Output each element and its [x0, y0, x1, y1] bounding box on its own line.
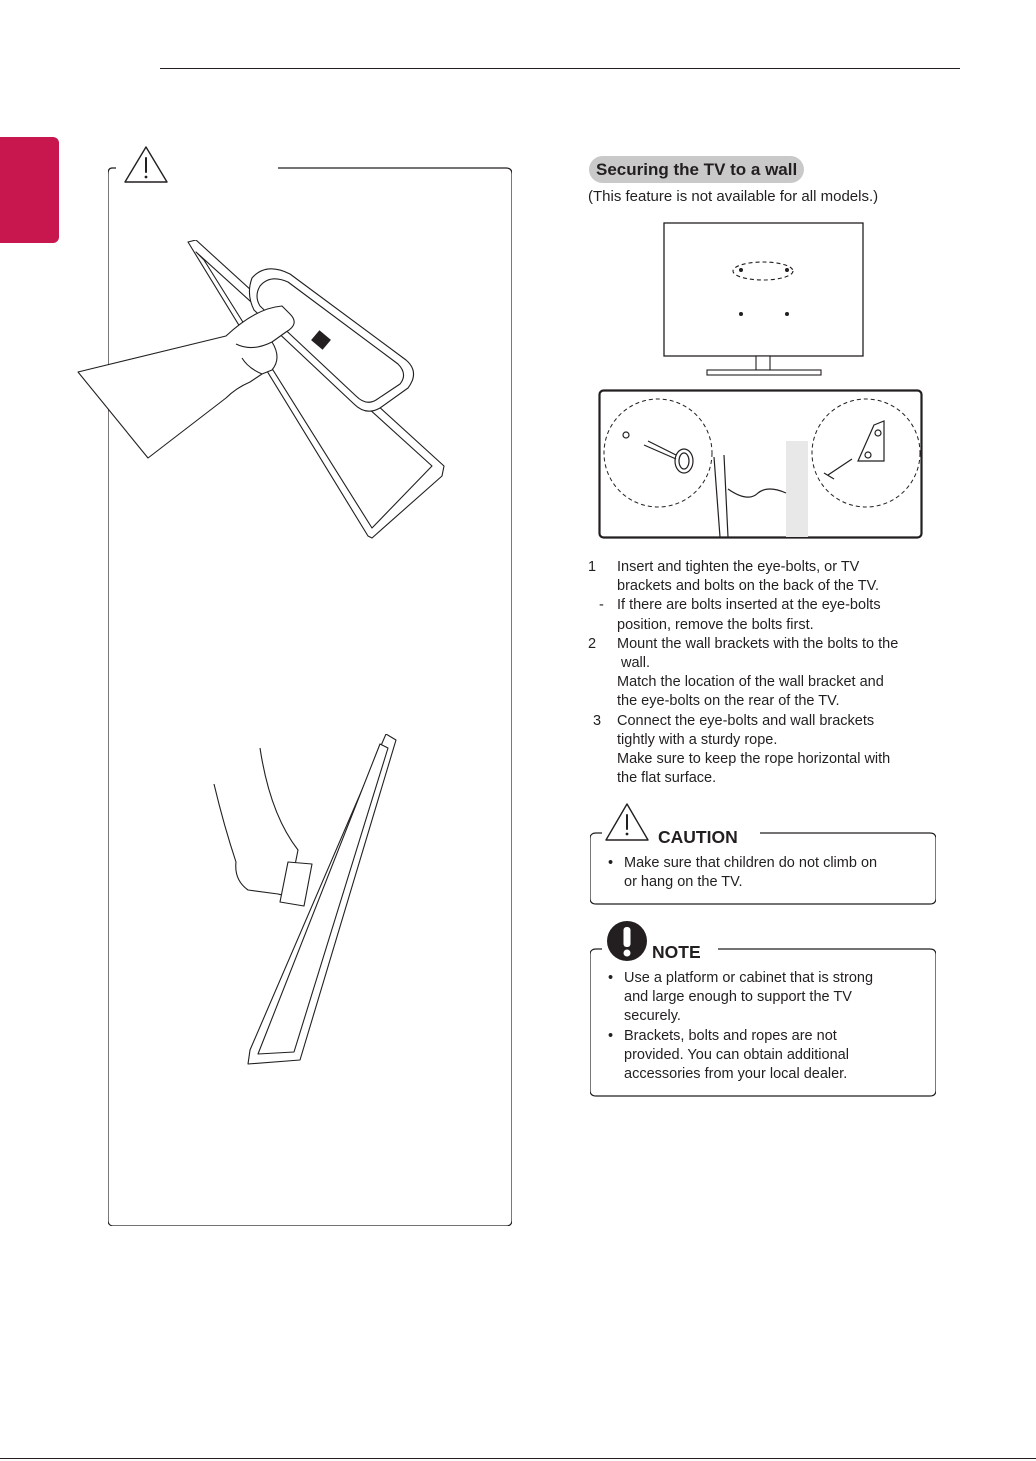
availability-note: (This feature is not available for all models.)	[588, 188, 879, 205]
installation-steps	[588, 558, 938, 788]
tv-rear-diagram	[663, 222, 865, 376]
warning-triangle-icon	[122, 144, 170, 184]
note-item	[608, 1027, 928, 1085]
warning-triangle-icon	[604, 802, 650, 842]
header-rule	[160, 68, 960, 69]
step-line: Make sure to keep the rope horizontal with	[617, 751, 891, 768]
step-line: Match the location of the wall bracket and	[617, 674, 884, 691]
step-line: brackets and bolts on the back of the TV.	[617, 578, 879, 595]
note-item	[608, 969, 928, 1027]
step-3	[588, 712, 938, 789]
step-2	[588, 635, 938, 712]
caution-list	[608, 854, 928, 892]
step-line: If there are bolts inserted at the eye-bolts	[617, 597, 881, 614]
note-line: and large enough to support the TV	[624, 989, 852, 1006]
step-line: Connect the eye-bolts and wall brackets	[617, 712, 875, 729]
caution-line: or hang on the TV.	[624, 874, 743, 891]
hand-holding-stand-illustration	[76, 240, 476, 540]
step-1	[588, 558, 938, 596]
footer-rule	[0, 1458, 1036, 1459]
note-line: accessories from your local dealer.	[624, 1066, 848, 1083]
step-line: Mount the wall brackets with the bolts to the	[617, 635, 899, 652]
note-list	[608, 969, 928, 1084]
step-1-sub	[588, 596, 938, 634]
caution-box	[590, 800, 936, 906]
step-line: wall.	[621, 655, 651, 672]
note-line: securely.	[624, 1008, 681, 1025]
caution-line: • Make sure that children do not climb on	[624, 855, 878, 871]
step-number: 2	[588, 635, 597, 652]
note-line: • Use a platform or cabinet that is strong	[624, 970, 874, 986]
step-line: position, remove the bolts first.	[617, 616, 814, 633]
section-heading: Securing the TV to a wall	[589, 156, 804, 183]
step-line: Insert and tighten the eye-bolts, or TV	[617, 559, 860, 575]
note-line: provided. You can obtain additional	[624, 1046, 849, 1063]
caution-item	[608, 854, 928, 892]
step-line: tightly with a sturdy rope.	[617, 731, 778, 748]
language-tab	[0, 137, 59, 243]
hand-holding-monitor-illustration	[208, 734, 408, 1066]
step-number: -	[599, 597, 604, 614]
exclamation-circle-icon	[606, 920, 648, 962]
step-number: 1	[588, 559, 597, 575]
step-line: the flat surface.	[617, 770, 717, 787]
caution-title: CAUTION	[658, 827, 738, 847]
step-number: 3	[593, 712, 602, 729]
step-line: the eye-bolts on the rear of the TV.	[617, 693, 840, 710]
wall-mount-diagram	[598, 389, 924, 541]
note-line: • Brackets, bolts and ropes are not	[624, 1027, 837, 1044]
caution-illustration-panel	[108, 164, 512, 1226]
note-title: NOTE	[652, 942, 701, 962]
note-box	[590, 920, 936, 1098]
